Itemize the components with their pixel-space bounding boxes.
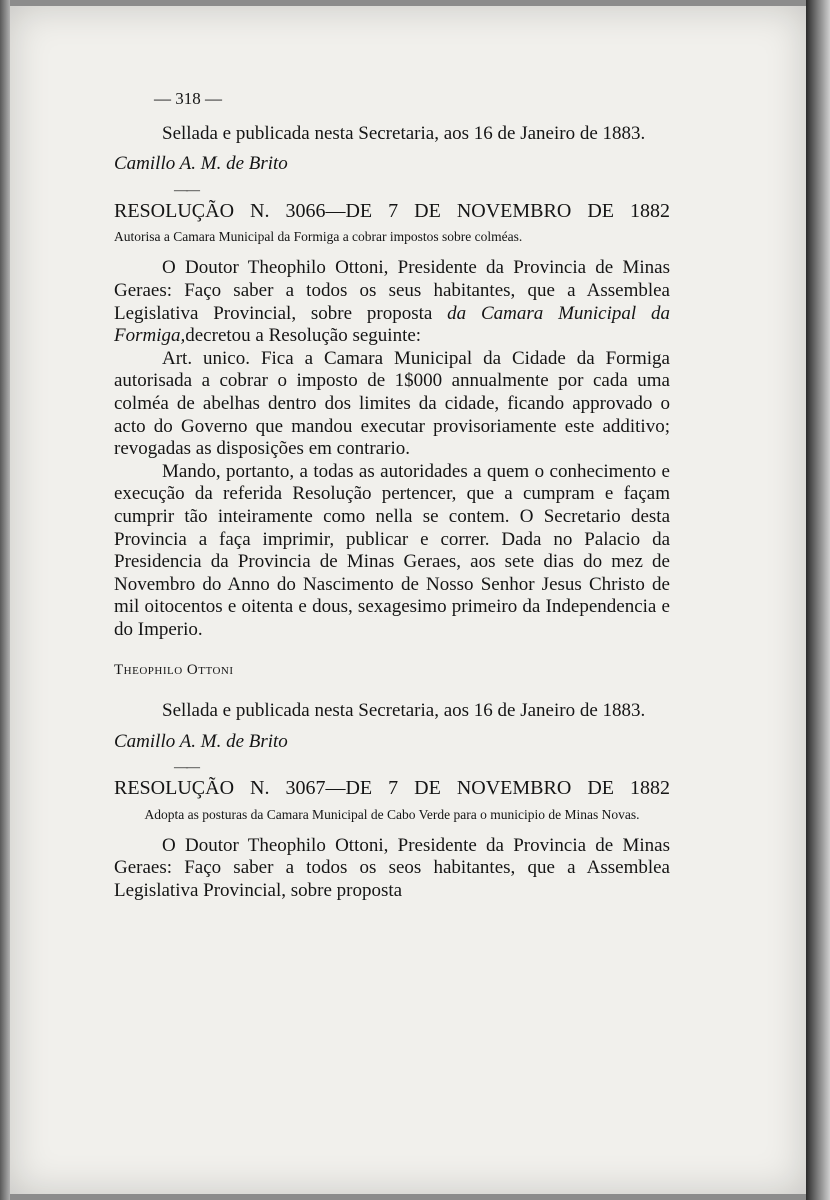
divider-1: —— bbox=[174, 182, 198, 198]
signature-2: Camillo A. M. de Brito bbox=[114, 730, 288, 752]
publication-note-2: Sellada e publicada nesta Secretaria, aos 16 de Janeiro de 1883. bbox=[162, 700, 646, 722]
resolution-3066-summary: Autorisa a Camara Municipal da Formiga a cobrar impostos sobre colméas. bbox=[114, 229, 523, 245]
resolution-3067-preamble: O Doutor Theophilo Ottoni, Presidente da Provincia de Minas Geraes: Faço saber a todos os seos habitantes, que a Assemblea Legislativa Provincial, sobre proposta bbox=[114, 834, 670, 902]
resolution-3066-signer: Theophilo Ottoni bbox=[114, 662, 234, 679]
resolution-3066-closing: Mando, portanto, a todas as autoridades a quem o conhecimento e execução da referida Resolução pertencer, que a cumpram e façam cumprir tão inteiramente como nella se contem. O Secretario desta Provincia a faça imprimir, publicar e correr. Dada no Palacio da Presidencia da Provincia de Minas Geraes, aos sete dias do mez de Novembro do Anno do Nascimento de Nosso Senhor Jesus Christo de mil oitocentos e oitenta e dous, sexagesimo primeiro da Independencia e do Imperio. bbox=[114, 460, 670, 640]
resolution-3066-heading: RESOLUÇÃO N. 3066—DE 7 DE NOVEMBRO DE 1882 bbox=[114, 199, 670, 222]
page-text bbox=[114, 88, 670, 903]
signature-1: Camillo A. M. de Brito bbox=[114, 153, 288, 175]
preamble-italic: da Camara Municipal da Formiga, bbox=[114, 302, 670, 347]
resolution-3066-article: Art. unico. Fica a Camara Municipal da Cidade da Formiga autorisada a cobrar o imposto de 1$000 annualmente por cada uma colméa de abelhas dentro dos limites da cidade, ficando approvado o acto do Governo que mandou executar provisoriamente este additivo; revogadas as disposições em contrario. bbox=[114, 347, 670, 460]
preamble-end: decretou a Resolução seguinte: bbox=[185, 325, 422, 347]
divider-2: —— bbox=[174, 760, 198, 776]
scan-right-edge bbox=[806, 0, 830, 1200]
scan-left-edge bbox=[0, 0, 10, 1200]
page-number: — 318 — bbox=[154, 89, 222, 108]
preamble-start: O Doutor Theophilo Ottoni, Presidente da Provincia de Minas Geraes: Faço saber a todos os seus habitantes, que a Assemblea Legislativa Provincial, sobre proposta bbox=[114, 257, 670, 324]
resolution-3067-summary: Adopta as posturas da Camara Municipal de Cabo Verde para o municipio de Minas Novas. bbox=[144, 806, 640, 822]
resolution-3066-preamble bbox=[114, 257, 670, 347]
resolution-3067-heading: RESOLUÇÃO N. 3067—DE 7 DE NOVEMBRO DE 1882 bbox=[114, 777, 670, 800]
publication-note-1: Sellada e publicada nesta Secretaria, aos 16 de Janeiro de 1883. bbox=[162, 122, 646, 144]
